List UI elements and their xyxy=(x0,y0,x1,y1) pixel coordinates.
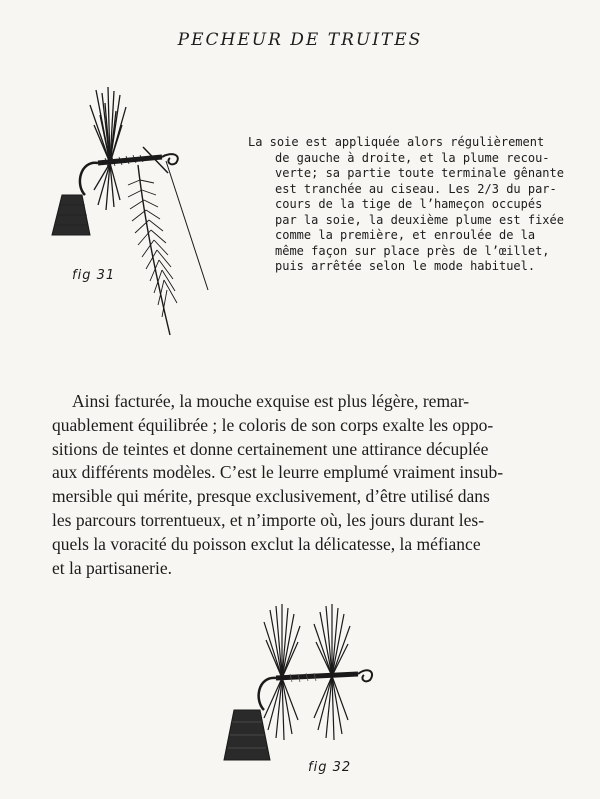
trout-fly-drawing-icon xyxy=(50,85,220,340)
page-title: PECHEUR DE TRUITES xyxy=(177,30,423,50)
text-line: Ainsi facturée, la mouche exquise est plus légère, remar- xyxy=(72,391,470,411)
text-line: par la soie, la deuxième plume est fixée xyxy=(275,212,564,227)
text-line: verte; sa partie toute terminale gênante xyxy=(275,166,564,180)
text-line: puis arrêtée selon le mode habituel. xyxy=(275,259,536,273)
text-line: aux différents modèles. C’est le leurre emplumé vraiment insub- xyxy=(52,462,504,483)
text-line: cours de la tige de l’hameçon occupés xyxy=(275,197,543,211)
text-line: est tranchée au ciseau. Les 2/3 du par- xyxy=(275,181,557,196)
text-line: La soie est appliquée alors régulièrement xyxy=(248,135,545,149)
text-line: quablement équilibrée ; le coloris de son corps exalte les oppo- xyxy=(52,414,494,435)
text-line: quels la voracité du poisson exclut la délicatesse, la méfiance xyxy=(52,533,481,554)
figure-31-label: fig 31 xyxy=(72,268,116,283)
side-paragraph xyxy=(248,135,564,275)
text-line: même façon sur place près de l’œillet, xyxy=(275,243,550,258)
text-line: comme la première, et enroulée de la xyxy=(275,228,536,242)
text-line: mersible qui mérite, presque exclusivement, d’être utilisé dans xyxy=(52,486,490,507)
text-line: les parcours torrentueux, et n’importe où, les jours durant les- xyxy=(52,509,485,530)
text-line: et la partisanerie. xyxy=(52,557,173,578)
main-paragraph xyxy=(52,390,557,580)
text-line: sitions de teintes et donne certainement une attirance décuplée xyxy=(52,438,489,459)
double-trout-fly-drawing-icon xyxy=(220,600,390,790)
figure-32-label: fig 32 xyxy=(308,760,352,775)
text-line: de gauche à droite, et la plume recou- xyxy=(275,150,550,165)
